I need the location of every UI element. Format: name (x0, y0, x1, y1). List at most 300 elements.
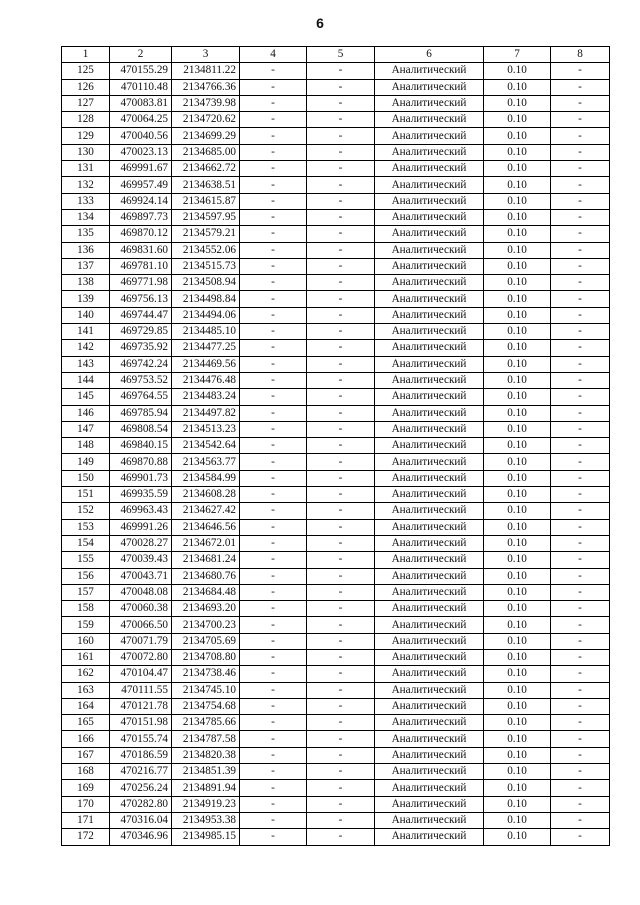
method-cell: Аналитический (375, 747, 484, 763)
column-header: 1 (62, 47, 110, 63)
y-coordinate-cell: 2134469.56 (172, 356, 240, 372)
accuracy-cell: 0.10 (484, 617, 551, 633)
col4-value-cell: - (240, 307, 307, 323)
x-coordinate-cell: 469901.73 (110, 470, 172, 486)
col5-value-cell: - (307, 63, 375, 79)
col4-value-cell: - (240, 389, 307, 405)
col4-value-cell: - (240, 128, 307, 144)
col5-value-cell: - (307, 193, 375, 209)
method-cell: Аналитический (375, 95, 484, 111)
accuracy-cell: 0.10 (484, 389, 551, 405)
table-row (62, 389, 610, 405)
point-number-cell: 170 (62, 796, 110, 812)
point-number-cell: 150 (62, 470, 110, 486)
col5-value-cell: - (307, 633, 375, 649)
col8-value-cell: - (551, 519, 610, 535)
col5-value-cell: - (307, 95, 375, 111)
col4-value-cell: - (240, 552, 307, 568)
y-coordinate-cell: 2134745.10 (172, 682, 240, 698)
accuracy-cell: 0.10 (484, 193, 551, 209)
col5-value-cell: - (307, 568, 375, 584)
point-number-cell: 149 (62, 454, 110, 470)
y-coordinate-cell: 2134681.24 (172, 552, 240, 568)
method-cell: Аналитический (375, 698, 484, 714)
col4-value-cell: - (240, 470, 307, 486)
y-coordinate-cell: 2134627.42 (172, 503, 240, 519)
col5-value-cell: - (307, 389, 375, 405)
col5-value-cell: - (307, 112, 375, 128)
table-row (62, 568, 610, 584)
method-cell: Аналитический (375, 812, 484, 828)
method-cell: Аналитический (375, 112, 484, 128)
table-row (62, 519, 610, 535)
col4-value-cell: - (240, 487, 307, 503)
table-row (62, 275, 610, 291)
col5-value-cell: - (307, 780, 375, 796)
table-row (62, 340, 610, 356)
table-row (62, 421, 610, 437)
col8-value-cell: - (551, 95, 610, 111)
method-cell: Аналитический (375, 161, 484, 177)
point-number-cell: 138 (62, 275, 110, 291)
table-row (62, 144, 610, 160)
y-coordinate-cell: 2134597.95 (172, 209, 240, 225)
col5-value-cell: - (307, 340, 375, 356)
accuracy-cell: 0.10 (484, 258, 551, 274)
col4-value-cell: - (240, 666, 307, 682)
col5-value-cell: - (307, 584, 375, 600)
x-coordinate-cell: 470064.25 (110, 112, 172, 128)
y-coordinate-cell: 2134699.29 (172, 128, 240, 144)
x-coordinate-cell: 470186.59 (110, 747, 172, 763)
accuracy-cell: 0.10 (484, 812, 551, 828)
method-cell: Аналитический (375, 242, 484, 258)
point-number-cell: 163 (62, 682, 110, 698)
point-number-cell: 126 (62, 79, 110, 95)
col5-value-cell: - (307, 487, 375, 503)
col5-value-cell: - (307, 258, 375, 274)
method-cell: Аналитический (375, 796, 484, 812)
method-cell: Аналитический (375, 487, 484, 503)
col5-value-cell: - (307, 307, 375, 323)
col8-value-cell: - (551, 796, 610, 812)
col8-value-cell: - (551, 291, 610, 307)
col8-value-cell: - (551, 633, 610, 649)
col5-value-cell: - (307, 698, 375, 714)
col4-value-cell: - (240, 812, 307, 828)
y-coordinate-cell: 2134494.06 (172, 307, 240, 323)
y-coordinate-cell: 2134515.73 (172, 258, 240, 274)
y-coordinate-cell: 2134685.00 (172, 144, 240, 160)
method-cell: Аналитический (375, 144, 484, 160)
table-row (62, 438, 610, 454)
point-number-cell: 130 (62, 144, 110, 160)
x-coordinate-cell: 469840.15 (110, 438, 172, 454)
method-cell: Аналитический (375, 601, 484, 617)
accuracy-cell: 0.10 (484, 307, 551, 323)
col8-value-cell: - (551, 421, 610, 437)
col4-value-cell: - (240, 438, 307, 454)
x-coordinate-cell: 470048.08 (110, 584, 172, 600)
accuracy-cell: 0.10 (484, 291, 551, 307)
x-coordinate-cell: 470023.13 (110, 144, 172, 160)
method-cell: Аналитический (375, 177, 484, 193)
method-cell: Аналитический (375, 372, 484, 388)
col8-value-cell: - (551, 112, 610, 128)
point-number-cell: 166 (62, 731, 110, 747)
col4-value-cell: - (240, 682, 307, 698)
table-row (62, 601, 610, 617)
y-coordinate-cell: 2134785.66 (172, 715, 240, 731)
col8-value-cell: - (551, 193, 610, 209)
col8-value-cell: - (551, 535, 610, 551)
column-header: 6 (375, 47, 484, 63)
col5-value-cell: - (307, 161, 375, 177)
col4-value-cell: - (240, 372, 307, 388)
table-row (62, 535, 610, 551)
x-coordinate-cell: 470110.48 (110, 79, 172, 95)
method-cell: Аналитический (375, 649, 484, 665)
x-coordinate-cell: 469781.10 (110, 258, 172, 274)
col5-value-cell: - (307, 535, 375, 551)
point-number-cell: 142 (62, 340, 110, 356)
col8-value-cell: - (551, 389, 610, 405)
table-row (62, 79, 610, 95)
col8-value-cell: - (551, 487, 610, 503)
method-cell: Аналитический (375, 275, 484, 291)
accuracy-cell: 0.10 (484, 421, 551, 437)
table-row (62, 291, 610, 307)
x-coordinate-cell: 469991.67 (110, 161, 172, 177)
col5-value-cell: - (307, 829, 375, 845)
point-number-cell: 153 (62, 519, 110, 535)
accuracy-cell: 0.10 (484, 715, 551, 731)
col4-value-cell: - (240, 226, 307, 242)
table-row (62, 796, 610, 812)
y-coordinate-cell: 2134497.82 (172, 405, 240, 421)
table-header (62, 47, 610, 63)
x-coordinate-cell: 470155.74 (110, 731, 172, 747)
y-coordinate-cell: 2134498.84 (172, 291, 240, 307)
col4-value-cell: - (240, 796, 307, 812)
y-coordinate-cell: 2134476.48 (172, 372, 240, 388)
method-cell: Аналитический (375, 307, 484, 323)
point-number-cell: 165 (62, 715, 110, 731)
col5-value-cell: - (307, 356, 375, 372)
accuracy-cell: 0.10 (484, 79, 551, 95)
accuracy-cell: 0.10 (484, 747, 551, 763)
point-number-cell: 127 (62, 95, 110, 111)
y-coordinate-cell: 2134542.64 (172, 438, 240, 454)
col4-value-cell: - (240, 324, 307, 340)
col8-value-cell: - (551, 242, 610, 258)
col8-value-cell: - (551, 226, 610, 242)
table-row (62, 324, 610, 340)
point-number-cell: 159 (62, 617, 110, 633)
y-coordinate-cell: 2134672.01 (172, 535, 240, 551)
point-number-cell: 168 (62, 764, 110, 780)
method-cell: Аналитический (375, 405, 484, 421)
table-row (62, 209, 610, 225)
accuracy-cell: 0.10 (484, 503, 551, 519)
point-number-cell: 133 (62, 193, 110, 209)
x-coordinate-cell: 469935.59 (110, 487, 172, 503)
y-coordinate-cell: 2134739.98 (172, 95, 240, 111)
accuracy-cell: 0.10 (484, 829, 551, 845)
point-number-cell: 136 (62, 242, 110, 258)
table-row (62, 633, 610, 649)
col8-value-cell: - (551, 503, 610, 519)
method-cell: Аналитический (375, 731, 484, 747)
x-coordinate-cell: 470282.80 (110, 796, 172, 812)
x-coordinate-cell: 470216.77 (110, 764, 172, 780)
table-row (62, 552, 610, 568)
point-number-cell: 143 (62, 356, 110, 372)
coordinates-table (61, 46, 610, 846)
accuracy-cell: 0.10 (484, 568, 551, 584)
point-number-cell: 167 (62, 747, 110, 763)
col8-value-cell: - (551, 682, 610, 698)
col4-value-cell: - (240, 209, 307, 225)
col5-value-cell: - (307, 601, 375, 617)
accuracy-cell: 0.10 (484, 731, 551, 747)
point-number-cell: 147 (62, 421, 110, 437)
table-row (62, 356, 610, 372)
x-coordinate-cell: 470155.29 (110, 63, 172, 79)
y-coordinate-cell: 2134820.38 (172, 747, 240, 763)
method-cell: Аналитический (375, 519, 484, 535)
x-coordinate-cell: 470028.27 (110, 535, 172, 551)
col5-value-cell: - (307, 275, 375, 291)
y-coordinate-cell: 2134508.94 (172, 275, 240, 291)
col8-value-cell: - (551, 438, 610, 454)
accuracy-cell: 0.10 (484, 405, 551, 421)
method-cell: Аналитический (375, 340, 484, 356)
accuracy-cell: 0.10 (484, 535, 551, 551)
col5-value-cell: - (307, 519, 375, 535)
method-cell: Аналитический (375, 666, 484, 682)
col4-value-cell: - (240, 764, 307, 780)
table-row (62, 193, 610, 209)
col8-value-cell: - (551, 666, 610, 682)
method-cell: Аналитический (375, 503, 484, 519)
col8-value-cell: - (551, 128, 610, 144)
col5-value-cell: - (307, 372, 375, 388)
col5-value-cell: - (307, 128, 375, 144)
x-coordinate-cell: 470083.81 (110, 95, 172, 111)
col4-value-cell: - (240, 649, 307, 665)
y-coordinate-cell: 2134608.28 (172, 487, 240, 503)
method-cell: Аналитический (375, 682, 484, 698)
method-cell: Аналитический (375, 568, 484, 584)
table-row (62, 747, 610, 763)
col5-value-cell: - (307, 812, 375, 828)
col8-value-cell: - (551, 812, 610, 828)
method-cell: Аналитический (375, 552, 484, 568)
col8-value-cell: - (551, 405, 610, 421)
column-header: 4 (240, 47, 307, 63)
x-coordinate-cell: 469735.92 (110, 340, 172, 356)
table-row (62, 812, 610, 828)
table-row (62, 112, 610, 128)
table-row (62, 405, 610, 421)
x-coordinate-cell: 470040.56 (110, 128, 172, 144)
table-row (62, 617, 610, 633)
col5-value-cell: - (307, 438, 375, 454)
col8-value-cell: - (551, 649, 610, 665)
accuracy-cell: 0.10 (484, 112, 551, 128)
method-cell: Аналитический (375, 470, 484, 486)
point-number-cell: 169 (62, 780, 110, 796)
col4-value-cell: - (240, 258, 307, 274)
y-coordinate-cell: 2134985.15 (172, 829, 240, 845)
table-row (62, 715, 610, 731)
col8-value-cell: - (551, 161, 610, 177)
table-row (62, 503, 610, 519)
col4-value-cell: - (240, 79, 307, 95)
col5-value-cell: - (307, 649, 375, 665)
col5-value-cell: - (307, 454, 375, 470)
table-row (62, 682, 610, 698)
y-coordinate-cell: 2134919.23 (172, 796, 240, 812)
y-coordinate-cell: 2134811.22 (172, 63, 240, 79)
accuracy-cell: 0.10 (484, 584, 551, 600)
col4-value-cell: - (240, 177, 307, 193)
accuracy-cell: 0.10 (484, 519, 551, 535)
accuracy-cell: 0.10 (484, 438, 551, 454)
point-number-cell: 141 (62, 324, 110, 340)
col4-value-cell: - (240, 698, 307, 714)
x-coordinate-cell: 469744.47 (110, 307, 172, 323)
col4-value-cell: - (240, 63, 307, 79)
accuracy-cell: 0.10 (484, 95, 551, 111)
x-coordinate-cell: 470151.98 (110, 715, 172, 731)
col8-value-cell: - (551, 79, 610, 95)
x-coordinate-cell: 469753.52 (110, 372, 172, 388)
col8-value-cell: - (551, 356, 610, 372)
table-row (62, 487, 610, 503)
method-cell: Аналитический (375, 438, 484, 454)
x-coordinate-cell: 469756.13 (110, 291, 172, 307)
x-coordinate-cell: 470104.47 (110, 666, 172, 682)
header-row (62, 47, 610, 63)
table-row (62, 242, 610, 258)
col8-value-cell: - (551, 177, 610, 193)
point-number-cell: 151 (62, 487, 110, 503)
point-number-cell: 129 (62, 128, 110, 144)
accuracy-cell: 0.10 (484, 487, 551, 503)
table-row (62, 764, 610, 780)
accuracy-cell: 0.10 (484, 275, 551, 291)
accuracy-cell: 0.10 (484, 666, 551, 682)
column-header: 3 (172, 47, 240, 63)
point-number-cell: 131 (62, 161, 110, 177)
accuracy-cell: 0.10 (484, 356, 551, 372)
table-row (62, 161, 610, 177)
y-coordinate-cell: 2134485.10 (172, 324, 240, 340)
col4-value-cell: - (240, 161, 307, 177)
accuracy-cell: 0.10 (484, 209, 551, 225)
method-cell: Аналитический (375, 633, 484, 649)
y-coordinate-cell: 2134851.39 (172, 764, 240, 780)
col8-value-cell: - (551, 144, 610, 160)
accuracy-cell: 0.10 (484, 552, 551, 568)
point-number-cell: 134 (62, 209, 110, 225)
col5-value-cell: - (307, 242, 375, 258)
y-coordinate-cell: 2134680.76 (172, 568, 240, 584)
y-coordinate-cell: 2134708.80 (172, 649, 240, 665)
table-row (62, 698, 610, 714)
col5-value-cell: - (307, 470, 375, 486)
col4-value-cell: - (240, 584, 307, 600)
col8-value-cell: - (551, 209, 610, 225)
col8-value-cell: - (551, 470, 610, 486)
table-row (62, 177, 610, 193)
col8-value-cell: - (551, 698, 610, 714)
col5-value-cell: - (307, 747, 375, 763)
col4-value-cell: - (240, 617, 307, 633)
col8-value-cell: - (551, 731, 610, 747)
accuracy-cell: 0.10 (484, 128, 551, 144)
method-cell: Аналитический (375, 209, 484, 225)
y-coordinate-cell: 2134584.99 (172, 470, 240, 486)
y-coordinate-cell: 2134693.20 (172, 601, 240, 617)
point-number-cell: 135 (62, 226, 110, 242)
x-coordinate-cell: 470256.24 (110, 780, 172, 796)
method-cell: Аналитический (375, 258, 484, 274)
col4-value-cell: - (240, 356, 307, 372)
col5-value-cell: - (307, 666, 375, 682)
col8-value-cell: - (551, 307, 610, 323)
table-row (62, 454, 610, 470)
x-coordinate-cell: 469957.49 (110, 177, 172, 193)
col8-value-cell: - (551, 764, 610, 780)
accuracy-cell: 0.10 (484, 324, 551, 340)
x-coordinate-cell: 470121.78 (110, 698, 172, 714)
col4-value-cell: - (240, 112, 307, 128)
method-cell: Аналитический (375, 617, 484, 633)
accuracy-cell: 0.10 (484, 633, 551, 649)
y-coordinate-cell: 2134646.56 (172, 519, 240, 535)
method-cell: Аналитический (375, 63, 484, 79)
y-coordinate-cell: 2134563.77 (172, 454, 240, 470)
point-number-cell: 158 (62, 601, 110, 617)
col4-value-cell: - (240, 535, 307, 551)
y-coordinate-cell: 2134684.48 (172, 584, 240, 600)
accuracy-cell: 0.10 (484, 242, 551, 258)
col4-value-cell: - (240, 780, 307, 796)
y-coordinate-cell: 2134579.21 (172, 226, 240, 242)
point-number-cell: 140 (62, 307, 110, 323)
column-header: 2 (110, 47, 172, 63)
col5-value-cell: - (307, 79, 375, 95)
table-row (62, 128, 610, 144)
method-cell: Аналитический (375, 535, 484, 551)
method-cell: Аналитический (375, 291, 484, 307)
table-row (62, 666, 610, 682)
x-coordinate-cell: 469924.14 (110, 193, 172, 209)
table-row (62, 258, 610, 274)
col8-value-cell: - (551, 747, 610, 763)
x-coordinate-cell: 470111.55 (110, 682, 172, 698)
col4-value-cell: - (240, 715, 307, 731)
x-coordinate-cell: 469897.73 (110, 209, 172, 225)
point-number-cell: 152 (62, 503, 110, 519)
table-row (62, 731, 610, 747)
point-number-cell: 154 (62, 535, 110, 551)
accuracy-cell: 0.10 (484, 161, 551, 177)
col4-value-cell: - (240, 405, 307, 421)
